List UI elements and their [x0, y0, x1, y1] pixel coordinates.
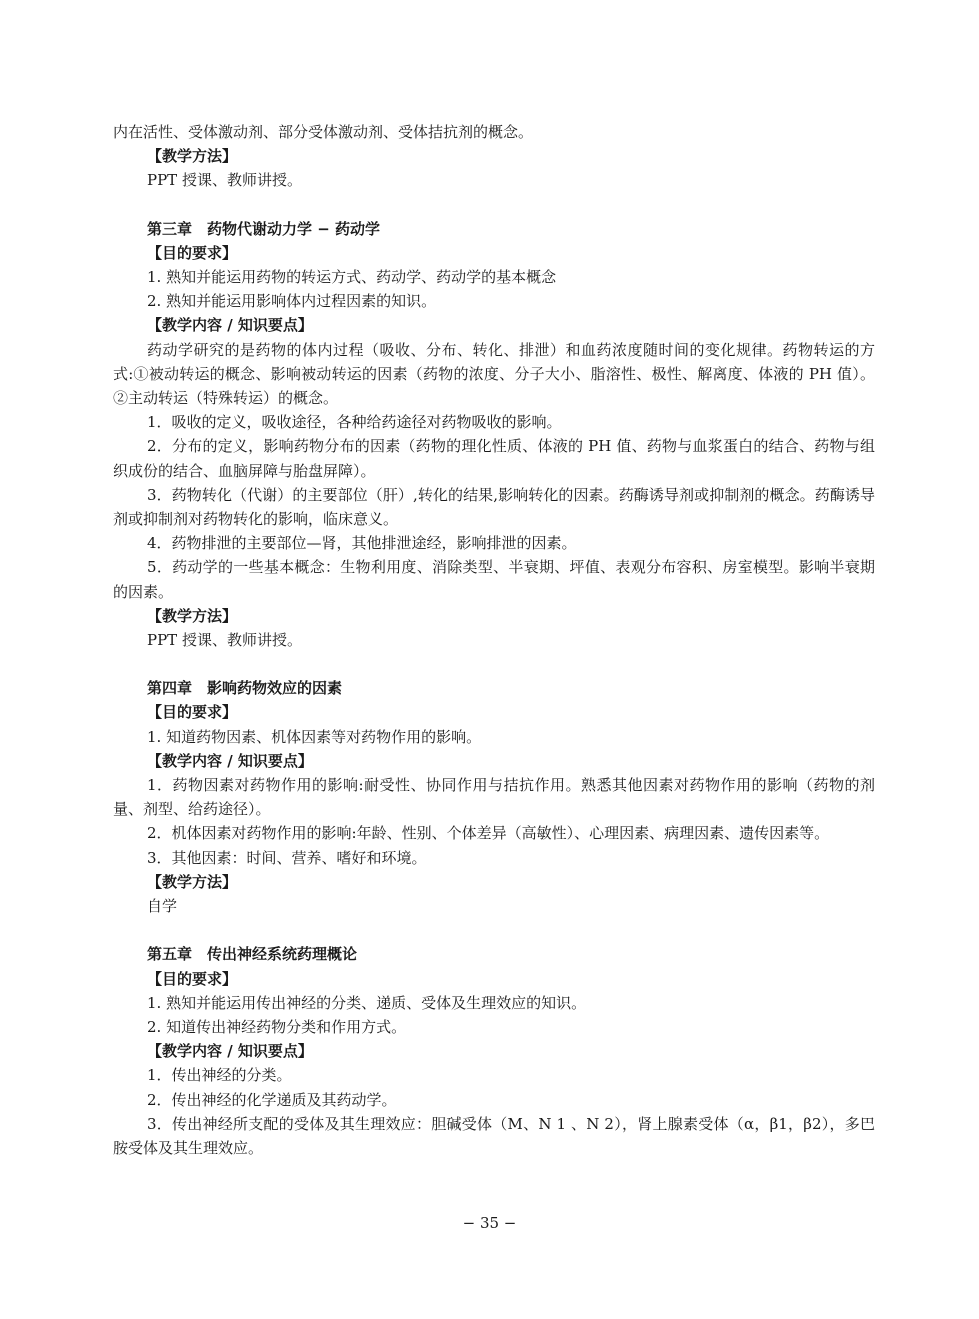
- intro-method: PPT 授课、教师讲授。: [147, 171, 302, 190]
- ch3-content-para: 药动学研究的是药物的体内过程（吸收、分布、转化、排泄）和血药浓度随时间的变化规律。药物转运的方式:①被动转运的概念、影响被动转运的因素（药物的浓度、分子大小、脂溶性、极性、解离度、体液的 PH 值）。②主动转运（特殊转运）的概念。: [113, 340, 875, 408]
- ch3-content-item-3: 3．药物转化（代谢）的主要部位（肝）,转化的结果,影响转化的因素。药酶诱导剂或抑制剂的概念。药酶诱导剂或抑制剂对药物转化的影响，临床意义。: [113, 485, 875, 529]
- ch4-method: 自学: [147, 897, 178, 916]
- ch3-content-item-1: 1．吸收的定义，吸收途径，各种给药途径对药物吸收的影响。: [147, 413, 562, 432]
- ch5-goal-heading: 【目的要求】: [147, 969, 238, 988]
- intro-method-heading: 【教学方法】: [147, 147, 238, 166]
- ch3-goal-2: 2. 熟知并能运用影响体内过程因素的知识。: [147, 292, 437, 311]
- ch4-content-item-3: 3．其他因素：时间、营养、嗜好和环境。: [147, 848, 427, 867]
- ch5-content-item-2: 2．传出神经的化学递质及其药动学。: [147, 1090, 397, 1109]
- intro-line: 内在活性、受体激动剂、部分受体激动剂、受体拮抗剂的概念。: [113, 123, 534, 141]
- chapter-5-title: 第五章 传出神经系统药理概论: [147, 945, 358, 964]
- document-body: [113, 120, 875, 1160]
- page-number: − 35 −: [462, 1214, 517, 1232]
- ch3-content-heading: 【教学内容 / 知识要点】: [147, 316, 313, 335]
- ch5-content-item-3: 3．传出神经所支配的受体及其生理效应：胆碱受体（M、N 1 、N 2），肾上腺素受体（α，β1，β2），多巴胺受体及其生理效应。: [113, 1114, 875, 1157]
- ch4-goal-heading: 【目的要求】: [147, 703, 238, 722]
- ch3-method-heading: 【教学方法】: [147, 606, 238, 625]
- ch3-goal-heading: 【目的要求】: [147, 243, 238, 262]
- ch5-goal-2: 2. 知道传出神经药物分类和作用方式。: [147, 1017, 407, 1036]
- ch4-content-item-2: 2．机体因素对药物作用的影响:年龄、性别、个体差异（高敏性）、心理因素、病理因素、遗传因素等。: [147, 824, 830, 843]
- ch3-goal-1: 1. 熟知并能运用药物的转运方式、药动学、药动学的基本概念: [147, 268, 557, 287]
- ch4-goal-1: 1. 知道药物因素、机体因素等对药物作用的影响。: [147, 727, 482, 746]
- ch4-content-heading: 【教学内容 / 知识要点】: [147, 751, 313, 770]
- chapter-3-title: 第三章 药物代谢动力学 − 药动学: [147, 219, 381, 238]
- ch3-content-item-2: 2．分布的定义，影响药物分布的因素（药物的理化性质、体液的 PH 值、药物与血浆蛋白的结合、药物与组织成份的结合、血脑屏障与胎盘屏障）。: [113, 437, 875, 480]
- ch5-goal-1: 1. 熟知并能运用传出神经的分类、递质、受体及生理效应的知识。: [147, 993, 587, 1012]
- ch4-content-item-1: 1．药物因素对药物作用的影响:耐受性、协同作用与拮抗作用。熟悉其他因素对药物作用的影响（药物的剂量、剂型、给药途径）。: [113, 776, 875, 819]
- ch3-content-item-5: 5．药动学的一些基本概念：生物利用度、消除类型、半衰期、坪值、表观分布容积、房室模型。影响半衰期的因素。: [113, 558, 875, 601]
- ch3-method: PPT 授课、教师讲授。: [147, 631, 302, 650]
- ch3-content-item-4: 4．药物排泄的主要部位—肾，其他排泄途经，影响排泄的因素。: [147, 534, 577, 553]
- ch5-content-item-1: 1．传出神经的分类。: [147, 1066, 292, 1085]
- chapter-4-title: 第四章 影响药物效应的因素: [147, 679, 343, 698]
- ch5-content-heading: 【教学内容 / 知识要点】: [147, 1042, 313, 1061]
- ch4-method-heading: 【教学方法】: [147, 872, 238, 891]
